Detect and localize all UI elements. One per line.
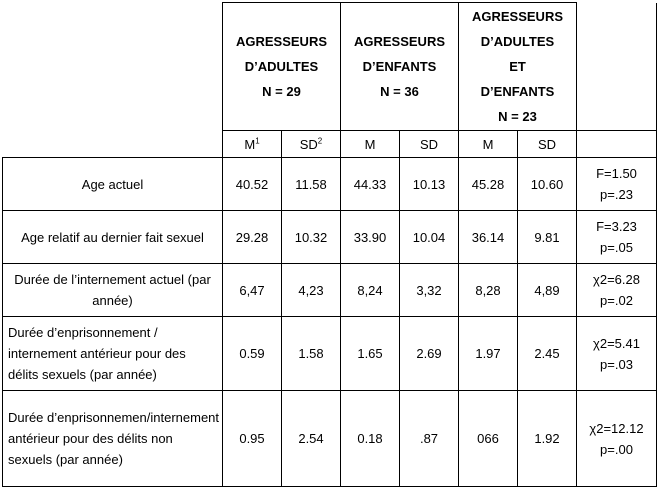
value-cell: 8,28 bbox=[459, 264, 518, 317]
value-cell: 2.69 bbox=[400, 317, 459, 391]
subheader-cell: M bbox=[459, 131, 518, 158]
value-cell: 0.18 bbox=[341, 391, 400, 487]
row-label: Age actuel bbox=[3, 158, 223, 211]
value-cell: 10.60 bbox=[518, 158, 577, 211]
group-n-count: N = 23 bbox=[498, 109, 537, 124]
row-label: Age relatif au dernier fait sexuel bbox=[3, 211, 223, 264]
stat-p-value: p=.02 bbox=[600, 293, 633, 308]
group-title-line: AGRESSEURS bbox=[471, 9, 564, 24]
table-row bbox=[3, 211, 657, 264]
value-cell: 11.58 bbox=[282, 158, 341, 211]
value-cell: 2.54 bbox=[282, 391, 341, 487]
value-cell: 10.04 bbox=[400, 211, 459, 264]
value-cell: 0.59 bbox=[223, 317, 282, 391]
value-cell: 1.97 bbox=[459, 317, 518, 391]
table-row bbox=[3, 264, 657, 317]
results-table bbox=[2, 2, 657, 487]
stat-p-value: p=.00 bbox=[600, 441, 633, 457]
subheader-cell: $SD^2$ bbox=[282, 131, 341, 158]
row-label: Durée d’enprisonnement / internement antérieur pour des délits sexuels (par année) bbox=[3, 317, 223, 391]
group-n-count: N = 29 bbox=[262, 84, 301, 99]
stat-p-value: p=.23 bbox=[600, 187, 633, 202]
stat-test: χ2=5.41 bbox=[593, 335, 640, 351]
table-row bbox=[3, 317, 657, 391]
group-title-line: D’ENFANTS bbox=[480, 84, 555, 99]
value-cell: 4,89 bbox=[518, 264, 577, 317]
group-title-line: D’ENFANTS bbox=[362, 59, 437, 74]
group-header-row bbox=[3, 3, 657, 131]
value-cell: 9.81 bbox=[518, 211, 577, 264]
value-cell: 066 bbox=[459, 391, 518, 487]
stat-p-value: p=.05 bbox=[600, 240, 633, 255]
subheader-cell: $M^1$ bbox=[223, 131, 282, 158]
value-cell: 3,32 bbox=[400, 264, 459, 317]
corner-cell bbox=[3, 3, 223, 131]
stat-cell bbox=[577, 211, 657, 264]
stat-header-blank bbox=[577, 3, 657, 131]
group-header-adults bbox=[223, 3, 341, 131]
stat-p-value: p=.03 bbox=[600, 356, 633, 372]
group-title-line: D’ADULTES bbox=[244, 59, 319, 74]
subheader-blank bbox=[3, 131, 223, 158]
group-header-both bbox=[459, 3, 577, 131]
subheader-cell: M bbox=[341, 131, 400, 158]
value-cell: 10.32 bbox=[282, 211, 341, 264]
row-label: Durée de l’internement actuel (par année) bbox=[3, 264, 223, 317]
group-n-count: N = 36 bbox=[380, 84, 419, 99]
value-cell: 2.45 bbox=[518, 317, 577, 391]
value-cell: 29.28 bbox=[223, 211, 282, 264]
value-cell: 33.90 bbox=[341, 211, 400, 264]
stat-cell bbox=[577, 158, 657, 211]
stat-cell bbox=[577, 391, 657, 487]
subheader-cell: SD bbox=[518, 131, 577, 158]
stat-test: F=3.23 bbox=[596, 219, 637, 234]
group-title-line: AGRESSEURS bbox=[353, 34, 446, 49]
subheader-row bbox=[3, 131, 657, 158]
value-cell: .87 bbox=[400, 391, 459, 487]
value-cell: 1.92 bbox=[518, 391, 577, 487]
value-cell: 45.28 bbox=[459, 158, 518, 211]
value-cell: 40.52 bbox=[223, 158, 282, 211]
stat-cell bbox=[577, 264, 657, 317]
value-cell: 44.33 bbox=[341, 158, 400, 211]
value-cell: 8,24 bbox=[341, 264, 400, 317]
group-header-children bbox=[341, 3, 459, 131]
stat-test: F=1.50 bbox=[596, 166, 637, 181]
row-label: Durée d’enprisonnemen/internement antérieur pour des délits non sexuels (par année) bbox=[3, 391, 223, 487]
stat-test: χ2=12.12 bbox=[589, 420, 644, 436]
value-cell: 0.95 bbox=[223, 391, 282, 487]
value-cell: 4,23 bbox=[282, 264, 341, 317]
group-title-line: D’ADULTES bbox=[480, 34, 555, 49]
value-cell: 1.65 bbox=[341, 317, 400, 391]
table-row bbox=[3, 391, 657, 487]
table-row bbox=[3, 158, 657, 211]
value-cell: 36.14 bbox=[459, 211, 518, 264]
value-cell: 6,47 bbox=[223, 264, 282, 317]
subheader-stat-cell bbox=[577, 131, 657, 158]
stat-test: χ2=6.28 bbox=[593, 272, 640, 287]
value-cell: 1.58 bbox=[282, 317, 341, 391]
group-title-line: ET bbox=[509, 59, 526, 74]
subheader-cell: SD bbox=[400, 131, 459, 158]
group-title-line: AGRESSEURS bbox=[235, 34, 328, 49]
value-cell: 10.13 bbox=[400, 158, 459, 211]
stat-cell bbox=[577, 317, 657, 391]
